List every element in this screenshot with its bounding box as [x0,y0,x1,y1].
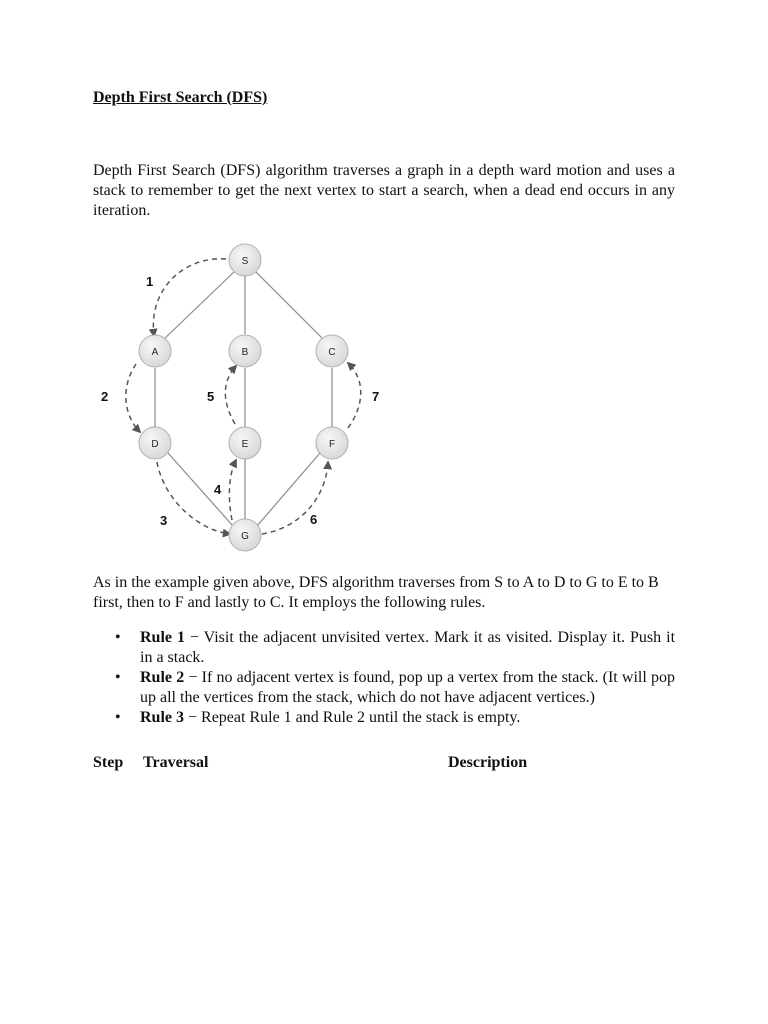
step-label-7: 7 [372,389,380,404]
step-label-1: 1 [146,274,154,289]
list-item [93,668,675,708]
step-label-2: 2 [101,389,109,404]
rule-text: − Visit the adjacent unvisited vertex. Mark it as visited. Display it. Push it in a stack. [140,629,676,666]
step-label-6: 6 [310,512,318,527]
rule-label: Rule 2 [140,669,185,686]
step-label-4: 4 [214,482,222,497]
node-label-b: B [241,347,249,358]
bullet-icon: • [115,709,121,726]
node-s [229,244,261,276]
traversal-arrow-5 [225,366,236,424]
rule-label: Rule 3 [140,709,184,726]
node-g [229,519,261,551]
node-label-c: C [328,347,336,358]
edge-s-a [162,270,236,341]
node-f [316,427,348,459]
node-label-d: D [151,439,159,450]
step-label-3: 3 [160,513,168,528]
node-label-f: F [328,439,336,450]
node-label-a: A [151,347,159,358]
traversal-arrow-2 [126,364,140,432]
node-e [229,427,261,459]
rule-label: Rule 1 [140,629,185,646]
list-item [93,708,675,728]
rule-text: − Repeat Rule 1 and Rule 2 until the stack is empty. [184,709,521,726]
node-a [139,335,171,367]
traversal-arrows [126,259,361,534]
step-label-5: 5 [207,389,215,404]
graph-edges [155,270,332,526]
edge-s-c [254,270,325,341]
traversal-arrow-3 [157,462,230,534]
intro-paragraph: Depth First Search (DFS) algorithm traverses a graph in a depth ward motion and uses a stack to remember to get the next vertex to start a search, when a dead end occurs in any iteration. [93,162,675,219]
node-label-s: S [241,256,249,267]
rules-list [93,628,675,728]
traversal-arrow-4 [229,460,236,520]
traversal-arrow-6 [262,462,328,534]
node-label-e: E [241,439,249,450]
node-b [229,335,261,367]
graph-nodes [139,244,348,551]
list-item [93,628,675,668]
rule-text: − If no adjacent vertex is found, pop up a vertex from the stack. (It will pop up all the vertices from the stack, which do not have adjacent vertices.) [140,669,676,706]
traversal-arrow-7 [348,363,361,428]
table-header-row [93,754,675,776]
bullet-icon: • [115,629,121,646]
column-header-description: Description [448,754,528,771]
node-d [139,427,171,459]
edge-d-g [168,453,233,526]
column-header-traversal: Traversal [143,754,209,771]
dfs-graph-diagram [90,238,410,558]
column-header-step: Step [93,754,124,771]
traversal-arrow-1 [153,259,226,336]
page-title: Depth First Search (DFS) [93,89,268,106]
node-label-g: G [241,531,249,542]
bullet-icon: • [115,669,121,686]
node-c [316,335,348,367]
example-paragraph: As in the example given above, DFS algorithm traverses from S to A to D to G to E to B first, then to F and lastly to C. It employs the following rules. [93,574,659,611]
